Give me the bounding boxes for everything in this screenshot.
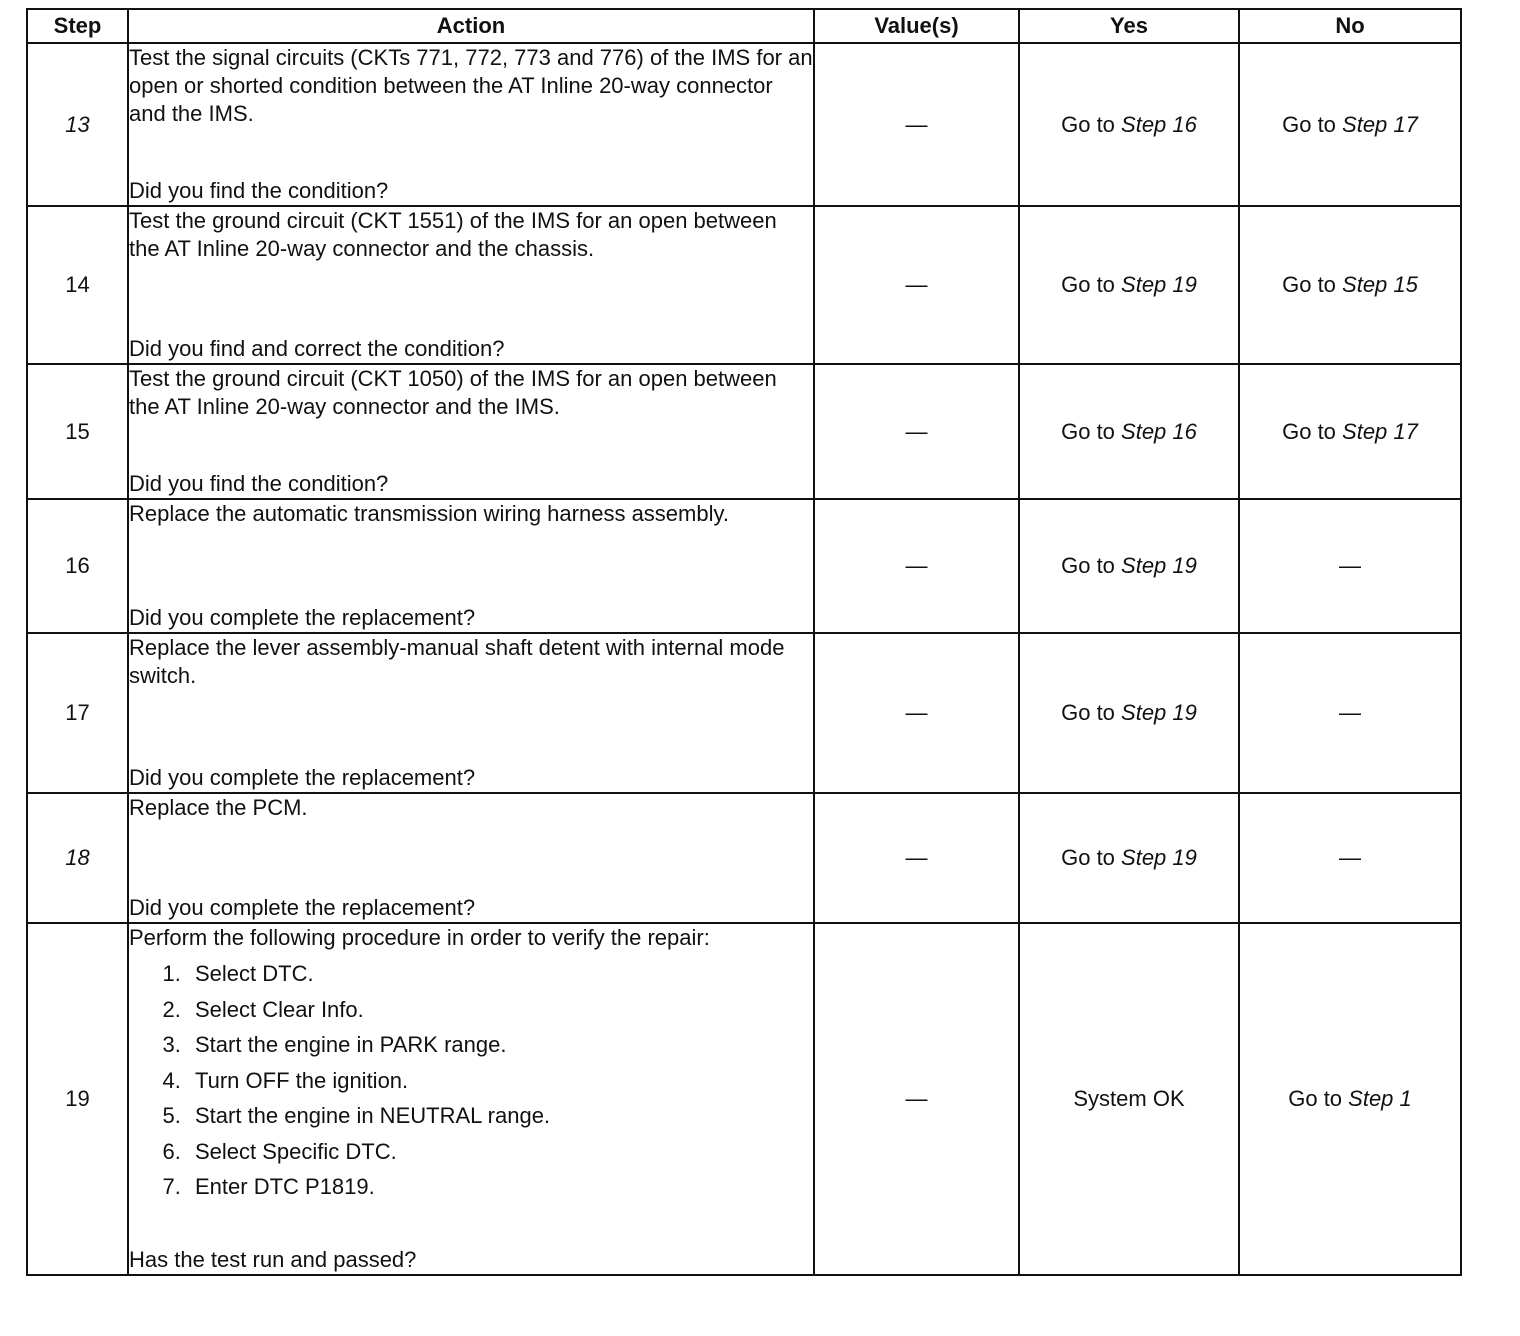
yes-step-ref: Step 19: [1121, 845, 1197, 870]
action-text: Replace the automatic transmission wiring harness assembly.: [129, 501, 729, 526]
yes-cell: [1019, 499, 1239, 633]
no-prefix: Go to: [1282, 418, 1343, 444]
step-number: 18: [27, 793, 128, 923]
table-row: [27, 499, 1461, 633]
no-cell: [1239, 43, 1461, 206]
value-cell: —: [814, 43, 1019, 206]
no-cell: —: [1239, 633, 1461, 793]
header-values: Value(s): [814, 9, 1019, 43]
procedure-step: 5. Start the engine in NEUTRAL range.: [187, 1098, 813, 1134]
procedure-list: [129, 956, 813, 1205]
value-cell: —: [814, 364, 1019, 499]
step-number: 13: [27, 43, 128, 206]
action-cell: [128, 364, 814, 499]
step-number: 17: [27, 633, 128, 793]
step-number: 16: [27, 499, 128, 633]
yes-prefix: Go to: [1061, 272, 1122, 297]
yes-cell: [1019, 364, 1239, 499]
yes-cell: [1019, 43, 1239, 206]
yes-prefix: Go to: [1061, 700, 1122, 725]
action-text: Perform the following procedure in order to verify the repair:: [129, 925, 710, 950]
yes-step-ref: Step 19: [1121, 553, 1197, 578]
action-cell: [128, 633, 814, 793]
yes-prefix: Go to: [1061, 553, 1122, 578]
no-step-ref: Step 15: [1342, 272, 1418, 297]
procedure-step: 3. Start the engine in PARK range.: [187, 1027, 813, 1063]
no-cell: [1239, 923, 1461, 1275]
yes-step-ref: Step 16: [1121, 418, 1197, 444]
action-text: Replace the lever assembly-manual shaft detent with internal mode switch.: [129, 635, 785, 688]
no-prefix: Go to: [1288, 1086, 1349, 1111]
value-cell: —: [814, 633, 1019, 793]
action-cell: [128, 43, 814, 206]
header-step: Step: [27, 9, 128, 43]
no-prefix: Go to: [1282, 111, 1343, 137]
no-step-ref: Step 17: [1342, 418, 1418, 444]
yes-cell: [1019, 793, 1239, 923]
table-row: [27, 206, 1461, 364]
action-cell: [128, 206, 814, 364]
yes-cell: [1019, 206, 1239, 364]
header-action: Action: [128, 9, 814, 43]
action-text: Test the signal circuits (CKTs 771, 772, 773 and 776) of the IMS for an open or shorted condition between the AT Inline 20-way connector and the IMS.: [129, 45, 813, 126]
diagnostic-table: [26, 8, 1462, 1276]
action-cell: [128, 499, 814, 633]
table-row: [27, 43, 1461, 206]
yes-prefix: Go to: [1061, 418, 1122, 444]
procedure-step: 4. Turn OFF the ignition.: [187, 1063, 813, 1099]
yes-step-ref: Step 16: [1121, 111, 1197, 137]
no-step-ref: Step 1: [1348, 1086, 1412, 1111]
no-step-ref: Step 17: [1342, 111, 1418, 137]
yes-step-ref: Step 19: [1121, 272, 1197, 297]
action-question: Did you complete the replacement?: [129, 895, 476, 920]
action-question: Has the test run and passed?: [129, 1247, 417, 1272]
yes-cell: System OK: [1019, 923, 1239, 1275]
table-row: [27, 793, 1461, 923]
yes-step-ref: Step 19: [1121, 700, 1197, 725]
table-row: [27, 923, 1461, 1275]
step-number: 15: [27, 364, 128, 499]
action-question: Did you complete the replacement?: [129, 765, 476, 790]
no-cell: [1239, 364, 1461, 499]
action-question: Did you find the condition?: [129, 471, 389, 496]
value-cell: —: [814, 499, 1019, 633]
action-text: Test the ground circuit (CKT 1050) of the IMS for an open between the AT Inline 20-way connector and the IMS.: [129, 366, 777, 419]
no-cell: —: [1239, 793, 1461, 923]
value-cell: —: [814, 206, 1019, 364]
value-cell: —: [814, 793, 1019, 923]
table-row: [27, 633, 1461, 793]
header-row: [27, 9, 1461, 43]
header-yes: Yes: [1019, 9, 1239, 43]
procedure-step: 2. Select Clear Info.: [187, 992, 813, 1028]
procedure-step: 6. Select Specific DTC.: [187, 1134, 813, 1170]
no-cell: [1239, 206, 1461, 364]
yes-prefix: Go to: [1061, 111, 1122, 137]
action-cell: [128, 923, 814, 1275]
action-question: Did you complete the replacement?: [129, 605, 476, 630]
action-question: Did you find and correct the condition?: [129, 336, 505, 361]
no-cell: —: [1239, 499, 1461, 633]
yes-cell: [1019, 633, 1239, 793]
table-row: [27, 364, 1461, 499]
header-no: No: [1239, 9, 1461, 43]
procedure-step: 1. Select DTC.: [187, 956, 813, 992]
value-cell: —: [814, 923, 1019, 1275]
step-number: 19: [27, 923, 128, 1275]
action-text: Test the ground circuit (CKT 1551) of the IMS for an open between the AT Inline 20-way connector and the chassis.: [129, 208, 777, 261]
action-text: Replace the PCM.: [129, 795, 308, 820]
yes-prefix: Go to: [1061, 845, 1122, 870]
procedure-step: 7. Enter DTC P1819.: [187, 1169, 813, 1205]
no-prefix: Go to: [1282, 272, 1343, 297]
step-number: 14: [27, 206, 128, 364]
action-question: Did you find the condition?: [129, 178, 389, 203]
action-cell: [128, 793, 814, 923]
